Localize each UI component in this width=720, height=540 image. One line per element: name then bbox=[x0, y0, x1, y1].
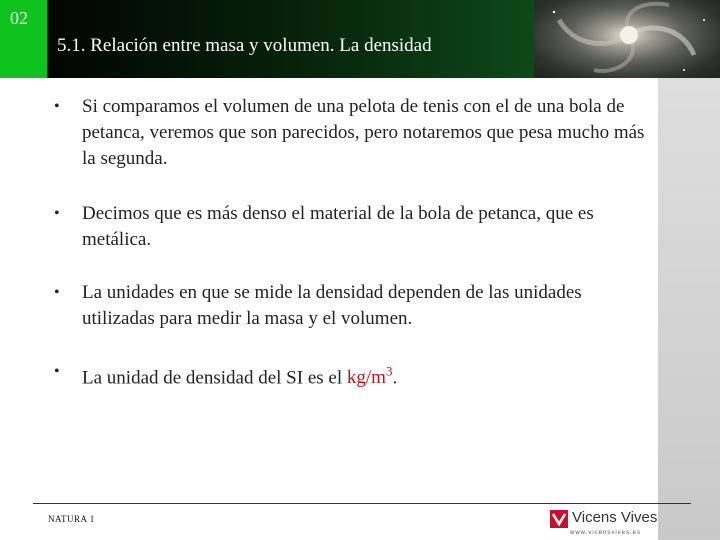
bullet-item bbox=[54, 94, 654, 172]
bullet-icon: • bbox=[54, 284, 60, 301]
publisher-url: www.vicensvives.es bbox=[570, 530, 642, 536]
bullet-text: Si comparamos el volumen de una pelota de tenis con el de una bola de petanca, veremos que son parecidos, pero notaremos que pesa mucho más la segunda. bbox=[82, 96, 645, 169]
bullet-suffix: . bbox=[392, 367, 398, 389]
section-number-box bbox=[0, 0, 47, 78]
unit-exponent: 3 bbox=[385, 364, 393, 379]
footer-book-name: NATURA 1 bbox=[48, 514, 95, 524]
unit-base: kg/m bbox=[346, 367, 386, 389]
bullet-text: La unidades en que se mide la densidad dependen de las unidades utilizadas para medir la masa y el volumen. bbox=[82, 282, 582, 329]
bullet-text: La unidad de densidad del SI es el bbox=[82, 367, 347, 389]
bullet-item bbox=[54, 359, 397, 391]
bullet-text: Decimos que es más denso el material de la bola de petanca, que es metálica. bbox=[82, 203, 594, 250]
bullet-icon: • bbox=[54, 205, 60, 222]
section-number: 02 bbox=[10, 8, 28, 28]
galaxy-image bbox=[534, 0, 720, 78]
slide-header bbox=[0, 0, 720, 78]
right-sidebar-panel bbox=[658, 78, 720, 540]
publisher-name: Vicens Vives bbox=[572, 509, 658, 526]
bullet-icon: • bbox=[54, 363, 60, 380]
density-unit bbox=[346, 364, 393, 389]
bullet-item bbox=[54, 280, 654, 332]
slide-title: 5.1. Relación entre masa y volumen. La densidad bbox=[57, 35, 432, 56]
bullet-item bbox=[54, 201, 654, 253]
bullet-icon: • bbox=[54, 98, 60, 115]
footer-divider bbox=[33, 503, 691, 504]
publisher-logo-icon bbox=[550, 510, 568, 528]
